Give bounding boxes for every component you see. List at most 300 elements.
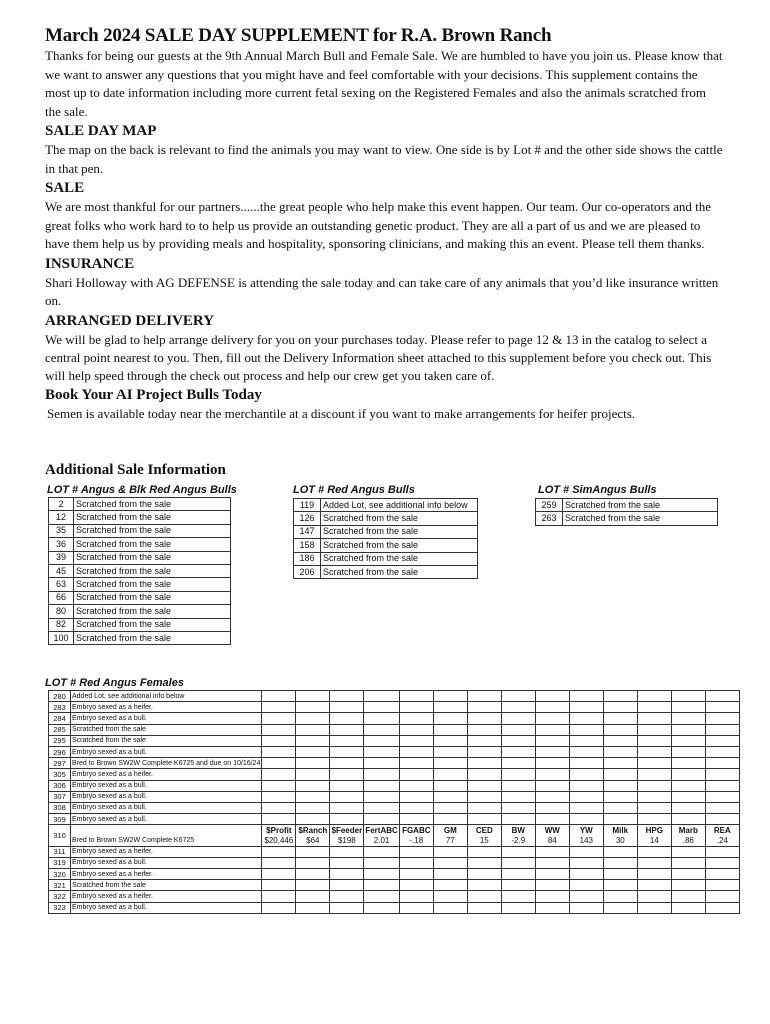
epd-cell	[569, 691, 603, 702]
section-insurance	[45, 255, 725, 311]
epd-cell	[262, 735, 296, 746]
lot-note: Scratched from the sale	[74, 605, 231, 618]
epd-cell	[296, 880, 330, 891]
epd-cell	[330, 780, 364, 791]
lot-note: Scratched from the sale	[74, 551, 231, 564]
epd-cell	[467, 791, 501, 802]
epd-cell	[364, 814, 399, 825]
epd-cell	[569, 791, 603, 802]
epd-cell	[671, 691, 705, 702]
lot-note: Scratched from the sale	[321, 512, 478, 525]
epd-cell	[705, 891, 739, 902]
epd-cell	[467, 902, 501, 913]
section-heading: INSURANCE	[45, 255, 135, 272]
epd-header: $Ranch	[296, 825, 330, 836]
lot-number: 45	[49, 564, 74, 577]
epd-cell	[467, 702, 501, 713]
epd-value: 77	[433, 835, 467, 846]
lot-row	[294, 499, 478, 512]
epd-cell	[535, 735, 569, 746]
epd-value: $64	[296, 835, 330, 846]
epd-cell	[603, 846, 637, 857]
epd-cell	[399, 880, 433, 891]
epd-cell	[262, 880, 296, 891]
lot-note: Scratched from the sale	[321, 539, 478, 552]
epd-cell	[364, 802, 399, 813]
section-heading: SALE DAY MAP	[45, 123, 157, 139]
lot-number: 35	[49, 524, 74, 537]
epd-cell	[433, 691, 467, 702]
epd-cell	[637, 713, 671, 724]
lot-number: 263	[536, 512, 563, 525]
epd-cell	[535, 857, 569, 868]
epd-cell	[705, 869, 739, 880]
epd-cell	[364, 857, 399, 868]
epd-cell	[569, 869, 603, 880]
epd-cell	[603, 802, 637, 813]
female-lot-number: 310	[49, 825, 71, 846]
epd-cell	[501, 880, 535, 891]
epd-cell	[671, 814, 705, 825]
epd-cell	[262, 702, 296, 713]
lot-row	[294, 512, 478, 525]
epd-cell	[535, 713, 569, 724]
epd-value: -2.9	[501, 835, 535, 846]
female-lot-number: 305	[49, 769, 71, 780]
epd-cell	[296, 691, 330, 702]
female-row	[49, 891, 740, 902]
epd-cell	[262, 802, 296, 813]
epd-cell	[433, 713, 467, 724]
female-note-cell	[71, 746, 262, 757]
epd-cell	[603, 880, 637, 891]
epd-cell	[569, 735, 603, 746]
epd-cell	[467, 769, 501, 780]
section-text: The map on the back is relevant to find the animals you may want to view. One side is by Lot # and the other side shows the cattle in that pen.	[45, 142, 723, 176]
epd-cell	[501, 802, 535, 813]
epd-cell	[501, 780, 535, 791]
epd-cell	[330, 891, 364, 902]
lot-number: 126	[294, 512, 321, 525]
epd-cell	[501, 846, 535, 857]
epd-cell	[330, 791, 364, 802]
female-note: Embryo sexed as a heifer.	[72, 703, 153, 711]
epd-value: .24	[705, 835, 739, 846]
female-note-cell	[71, 814, 262, 825]
female-note-cell	[71, 735, 262, 746]
epd-cell	[603, 902, 637, 913]
lot-row	[536, 499, 718, 512]
epd-cell	[433, 702, 467, 713]
epd-cell	[262, 846, 296, 857]
female-note-cell	[71, 758, 262, 769]
epd-cell	[637, 791, 671, 802]
epd-cell	[262, 769, 296, 780]
epd-cell	[535, 769, 569, 780]
epd-cell	[330, 746, 364, 757]
epd-cell	[330, 869, 364, 880]
epd-header: $Feeder	[331, 825, 363, 835]
epd-cell	[330, 769, 364, 780]
epd-cell	[330, 724, 364, 735]
epd-cell	[399, 735, 433, 746]
epd-cell	[399, 869, 433, 880]
epd-cell	[535, 702, 569, 713]
epd-cell	[569, 746, 603, 757]
epd-cell	[467, 857, 501, 868]
epd-cell	[467, 691, 501, 702]
lot-row	[49, 498, 231, 511]
female-note-cell	[71, 702, 262, 713]
epd-cell	[501, 791, 535, 802]
epd-cell	[330, 814, 364, 825]
epd-cell	[603, 814, 637, 825]
female-note: Scratched from the sale	[72, 726, 146, 734]
epd-cell	[296, 780, 330, 791]
epd-cell	[399, 791, 433, 802]
lot-number: 158	[294, 539, 321, 552]
epd-cell	[671, 769, 705, 780]
female-note-cell	[71, 791, 262, 802]
epd-cell	[637, 814, 671, 825]
female-lot-number: 322	[49, 891, 71, 902]
epd-cell	[262, 724, 296, 735]
lot-number: 63	[49, 578, 74, 591]
lot-number: 100	[49, 631, 74, 644]
epd-cell	[637, 691, 671, 702]
lot-row	[49, 538, 231, 551]
lot-number: 119	[294, 499, 321, 512]
female-lot-number: 296	[49, 746, 71, 757]
epd-cell	[433, 846, 467, 857]
epd-cell	[330, 735, 364, 746]
lot-row	[49, 605, 231, 618]
epd-header: CED	[467, 825, 501, 836]
epd-cell	[501, 746, 535, 757]
female-row-310-values	[49, 835, 740, 846]
female-row	[49, 880, 740, 891]
epd-cell	[330, 802, 364, 813]
lot-note: Scratched from the sale	[74, 631, 231, 644]
epd-cell	[399, 769, 433, 780]
epd-cell	[603, 691, 637, 702]
female-lot-number: 321	[49, 880, 71, 891]
female-note: Scratched from the sale	[72, 881, 146, 889]
epd-value: 143	[569, 835, 603, 846]
female-note-cell	[71, 846, 262, 857]
epd-cell	[535, 780, 569, 791]
epd-cell	[535, 746, 569, 757]
epd-cell	[364, 713, 399, 724]
epd-cell	[330, 857, 364, 868]
epd-cell	[569, 758, 603, 769]
epd-cell	[262, 891, 296, 902]
female-row	[49, 769, 740, 780]
epd-cell	[433, 869, 467, 880]
epd-cell	[501, 891, 535, 902]
epd-cell	[501, 758, 535, 769]
epd-cell	[467, 780, 501, 791]
lot-row	[49, 524, 231, 537]
female-row-310-header	[49, 825, 740, 836]
epd-cell	[330, 880, 364, 891]
epd-cell	[535, 880, 569, 891]
red-angus-bulls-heading: LOT # Red Angus Bulls	[293, 484, 415, 496]
female-row	[49, 857, 740, 868]
female-note-cell	[71, 769, 262, 780]
female-row	[49, 802, 740, 813]
lot-note: Added Lot, see additional info below	[321, 499, 478, 512]
epd-cell	[705, 746, 739, 757]
lot-note: Scratched from the sale	[74, 538, 231, 551]
epd-cell	[330, 846, 364, 857]
epd-cell	[603, 857, 637, 868]
section-heading: SALE	[45, 180, 85, 196]
epd-cell	[671, 891, 705, 902]
epd-cell	[569, 713, 603, 724]
epd-cell	[501, 814, 535, 825]
female-lot-number: 309	[49, 814, 71, 825]
female-lot-number: 283	[49, 702, 71, 713]
female-lot-number: 297	[49, 758, 71, 769]
epd-cell	[364, 846, 399, 857]
epd-cell	[399, 902, 433, 913]
female-row	[49, 780, 740, 791]
lot-row	[294, 539, 478, 552]
lot-note: Scratched from the sale	[74, 591, 231, 604]
lot-note: Scratched from the sale	[74, 564, 231, 577]
epd-cell	[399, 724, 433, 735]
lot-row	[49, 591, 231, 604]
lot-row	[294, 552, 478, 565]
female-lot-number: 280	[49, 691, 71, 702]
epd-cell	[535, 802, 569, 813]
section-sale-day-map	[45, 122, 725, 178]
epd-cell	[569, 802, 603, 813]
epd-cell	[705, 713, 739, 724]
epd-header: WW	[535, 825, 569, 836]
female-note: Bred to Brown SW2W Complete K6725 and due on 10/16/24	[72, 759, 261, 767]
epd-cell	[433, 724, 467, 735]
epd-value: .86	[671, 835, 705, 846]
epd-cell	[296, 769, 330, 780]
epd-cell	[433, 857, 467, 868]
female-note-cell	[71, 880, 262, 891]
epd-cell	[501, 735, 535, 746]
epd-header: Milk	[603, 825, 637, 836]
epd-header: BW	[501, 825, 535, 836]
red-angus-females-heading: LOT # Red Angus Females	[45, 677, 184, 689]
epd-cell	[296, 713, 330, 724]
female-note-cell	[71, 724, 262, 735]
epd-cell	[603, 869, 637, 880]
epd-cell	[603, 780, 637, 791]
lot-number: 80	[49, 605, 74, 618]
section-arranged-delivery	[45, 312, 725, 385]
lot-note: Scratched from the sale	[74, 511, 231, 524]
epd-cell	[433, 769, 467, 780]
epd-cell	[296, 758, 330, 769]
epd-cell	[330, 713, 364, 724]
epd-cell	[671, 802, 705, 813]
epd-cell	[569, 724, 603, 735]
female-note-cell	[71, 857, 262, 868]
epd-cell	[399, 802, 433, 813]
epd-cell	[433, 880, 467, 891]
epd-cell	[535, 814, 569, 825]
lot-note: Scratched from the sale	[563, 499, 718, 512]
epd-cell	[467, 869, 501, 880]
female-note: Added Lot, see additional info below	[72, 692, 185, 700]
epd-cell	[364, 735, 399, 746]
epd-cell	[603, 702, 637, 713]
lot-row	[49, 551, 231, 564]
epd-cell	[364, 902, 399, 913]
epd-cell	[535, 891, 569, 902]
epd-cell	[262, 713, 296, 724]
female-row	[49, 713, 740, 724]
lot-number: 39	[49, 551, 74, 564]
epd-cell	[467, 814, 501, 825]
lot-number: 2	[49, 498, 74, 511]
epd-cell	[399, 691, 433, 702]
lot-row	[294, 525, 478, 538]
epd-cell	[364, 880, 399, 891]
epd-cell	[569, 902, 603, 913]
female-note: Embryo sexed as a heifer.	[72, 848, 153, 856]
epd-cell	[535, 846, 569, 857]
female-lot-number: 285	[49, 724, 71, 735]
epd-cell	[603, 735, 637, 746]
epd-cell	[637, 769, 671, 780]
female-row	[49, 746, 740, 757]
angus-bulls-table	[48, 497, 231, 645]
epd-cell	[262, 691, 296, 702]
epd-cell	[364, 702, 399, 713]
epd-value: -.18	[399, 835, 433, 846]
female-lot-number: 323	[49, 902, 71, 913]
lot-note: Scratched from the sale	[563, 512, 718, 525]
epd-value: 2.01	[364, 835, 399, 846]
epd-value: 84	[535, 835, 569, 846]
female-note-cell	[71, 869, 262, 880]
section-heading: Book Your AI Project Bulls Today	[45, 386, 262, 403]
epd-cell	[364, 891, 399, 902]
simangus-bulls-heading: LOT # SimAngus Bulls	[538, 484, 657, 496]
epd-cell	[364, 758, 399, 769]
epd-cell	[364, 780, 399, 791]
epd-header: FGABC	[399, 825, 433, 836]
epd-cell	[296, 791, 330, 802]
epd-cell	[705, 735, 739, 746]
female-row	[49, 869, 740, 880]
epd-header: REA	[705, 825, 739, 836]
epd-cell	[569, 846, 603, 857]
epd-cell	[637, 902, 671, 913]
supplement-document	[45, 25, 725, 423]
epd-cell	[671, 758, 705, 769]
epd-cell	[364, 724, 399, 735]
angus-bulls-heading: LOT # Angus & Blk Red Angus Bulls	[47, 484, 237, 496]
page-title: March 2024 SALE DAY SUPPLEMENT for R.A. Brown Ranch	[45, 25, 552, 46]
epd-cell	[501, 869, 535, 880]
female-note: Embryo sexed as a bull.	[72, 904, 147, 912]
epd-cell	[569, 702, 603, 713]
epd-cell	[296, 902, 330, 913]
epd-cell	[364, 791, 399, 802]
epd-cell	[705, 724, 739, 735]
epd-cell	[603, 713, 637, 724]
epd-cell	[671, 780, 705, 791]
epd-cell	[296, 724, 330, 735]
epd-cell	[433, 735, 467, 746]
epd-cell	[467, 724, 501, 735]
epd-cell	[433, 758, 467, 769]
epd-cell	[399, 891, 433, 902]
epd-cell	[501, 857, 535, 868]
lot-number: 259	[536, 499, 563, 512]
simangus-bulls-table	[535, 498, 718, 526]
epd-cell	[364, 769, 399, 780]
section-ai-project-bulls	[45, 386, 725, 424]
epd-cell	[399, 846, 433, 857]
epd-cell	[433, 791, 467, 802]
epd-cell	[399, 814, 433, 825]
epd-cell	[296, 891, 330, 902]
lot-row	[536, 512, 718, 525]
female-note: Scratched from the sale	[72, 737, 146, 745]
female-note: Embryo sexed as a bull.	[72, 815, 147, 823]
epd-value: 30	[603, 835, 637, 846]
female-note: Embryo sexed as a bull.	[72, 714, 147, 722]
epd-cell	[569, 891, 603, 902]
epd-cell	[433, 891, 467, 902]
epd-cell	[296, 735, 330, 746]
female-lot-number: 284	[49, 713, 71, 724]
epd-cell	[296, 846, 330, 857]
female-row	[49, 758, 740, 769]
lot-row	[49, 618, 231, 631]
epd-cell	[467, 746, 501, 757]
epd-cell	[569, 769, 603, 780]
female-lot-number: 320	[49, 869, 71, 880]
epd-cell	[535, 758, 569, 769]
epd-cell	[364, 691, 399, 702]
epd-cell	[569, 857, 603, 868]
female-row	[49, 902, 740, 913]
red-angus-bulls-table	[293, 498, 478, 579]
epd-cell	[399, 758, 433, 769]
epd-cell	[705, 846, 739, 857]
epd-cell	[467, 735, 501, 746]
epd-cell	[501, 713, 535, 724]
epd-cell	[637, 891, 671, 902]
epd-value: $198	[330, 835, 364, 846]
lot-number: 147	[294, 525, 321, 538]
epd-cell	[671, 880, 705, 891]
epd-cell	[501, 691, 535, 702]
epd-cell	[705, 791, 739, 802]
epd-cell	[603, 724, 637, 735]
female-note-cell	[71, 802, 262, 813]
epd-cell	[467, 802, 501, 813]
epd-header: HPG	[637, 825, 671, 836]
lot-number: 36	[49, 538, 74, 551]
epd-header: Marb	[671, 825, 705, 836]
epd-cell	[467, 758, 501, 769]
intro-paragraph: Thanks for being our guests at the 9th Annual March Bull and Female Sale. We are humbled to have you join us. Please know that we want to answer any questions that you might have and feel comfortable with your decisions. This supplement contains the most up to date information including more current fetal sexing on the Registered Females and also the animals scratched from the sale.	[45, 48, 723, 119]
epd-cell	[535, 691, 569, 702]
